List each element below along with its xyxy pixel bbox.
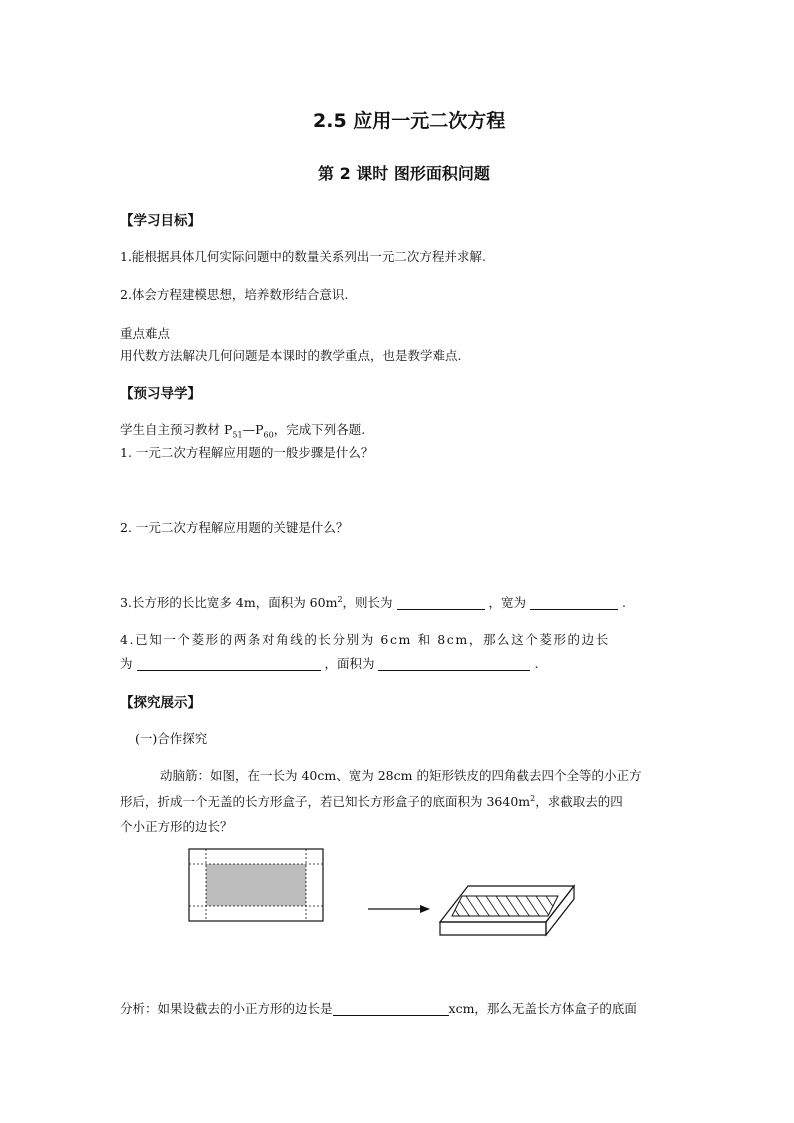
- question-1: 1. 一元二次方程解应用题的一般步骤是什么？: [120, 445, 374, 460]
- answer-blank-side[interactable]: [137, 656, 321, 671]
- box-front-face: [440, 922, 546, 935]
- preview-intro: 学生自主预习教材 $P_{51}—P_{60}$，完成下列各题.: [120, 422, 366, 440]
- objectives-heading: 【学习目标】: [120, 213, 201, 229]
- open-box-figure: [436, 880, 578, 940]
- problem-line-3: 个小正方形的边长？: [120, 819, 233, 834]
- page-title: 2.5 应用一元二次方程: [313, 110, 506, 132]
- answer-blank-area[interactable]: [378, 656, 530, 671]
- flat-sheet-figure: [186, 846, 326, 924]
- preview-heading: 【预习导学】: [120, 386, 201, 402]
- question-4-line2: 为 ，面积为 .: [120, 656, 539, 671]
- question-2: 2. 一元二次方程解应用题的关键是什么？: [120, 520, 349, 535]
- coop-label: (一)合作探究: [135, 731, 208, 746]
- analysis-line: 分析：如果设截去的小正方形的边长是 xcm，那么无盖长方体盒子的底面: [120, 1001, 637, 1016]
- answer-blank-square-side[interactable]: [333, 1001, 449, 1016]
- arrow-right-icon: [366, 902, 432, 916]
- base-area-shaded: [206, 864, 306, 906]
- keypoints-text: 用代数方法解决几何问题是本课时的教学重点，也是教学难点.: [120, 348, 462, 363]
- question-3: 3.长方形的长比宽多 4m，面积为 $60m^2$，则长为 ，宽为 .: [120, 594, 626, 610]
- page-subtitle: 第 2 课时 图形面积问题: [318, 164, 490, 183]
- objective-2: 2.体会方程建模思想，培养数形结合意识.: [120, 287, 349, 302]
- question-4-line1: 4.已知一个菱形的两条对角线的长分别为 6cm 和 8cm，那么这个菱形的边长: [120, 632, 610, 647]
- explore-heading: 【探究展示】: [120, 695, 201, 711]
- answer-blank-length[interactable]: [397, 595, 485, 610]
- keypoints-heading: 重点难点: [120, 326, 171, 341]
- problem-line-1: 动脑筋：如图，在一长为 40cm、宽为 28cm 的矩形铁皮的四角截去四个全等的小正方: [160, 768, 642, 783]
- answer-blank-width[interactable]: [530, 595, 618, 610]
- problem-line-2: 形后，折成一个无盖的长方形盒子，若已知长方形盒子的底面积为 $3640m^2$，求截取去的四: [120, 793, 623, 809]
- objective-1: 1.能根据具体几何实际问题中的数量关系列出一元二次方程并求解.: [120, 249, 486, 264]
